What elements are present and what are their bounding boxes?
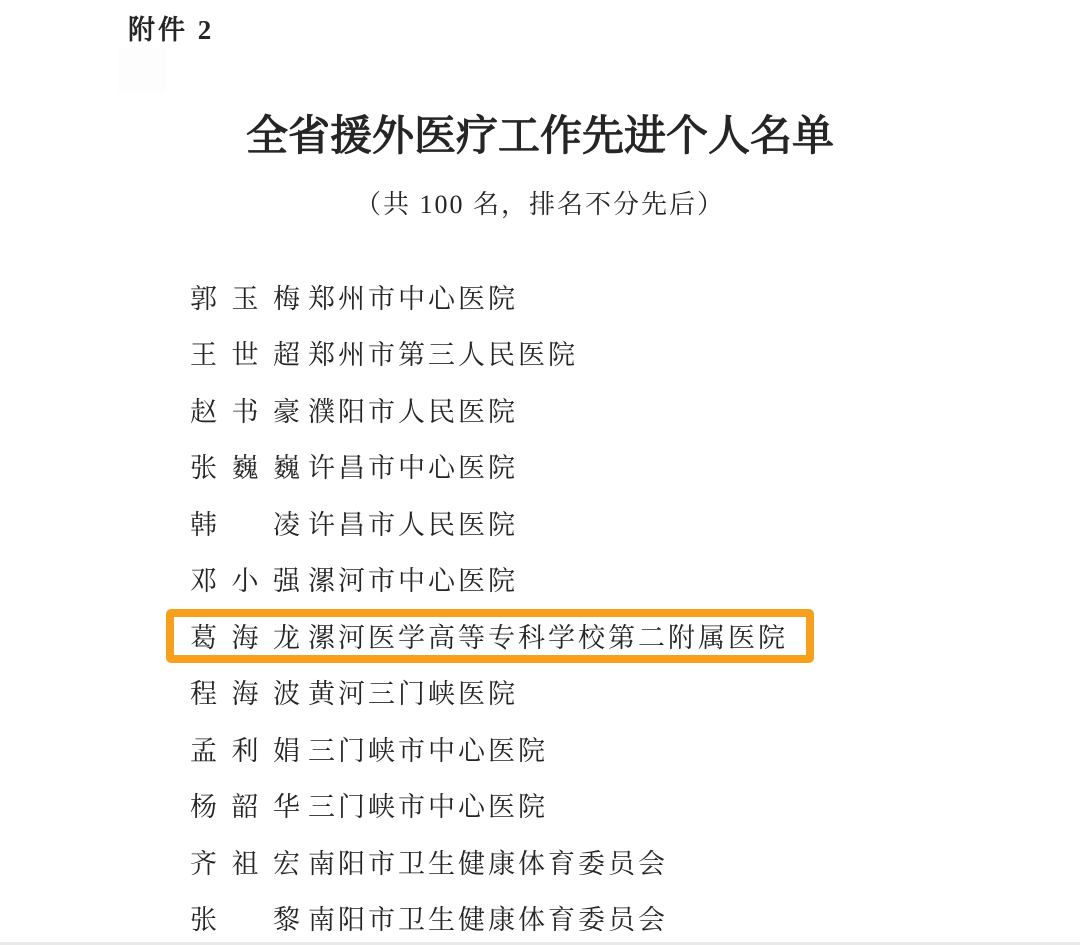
organization-name: 许昌市人民医院 [308, 509, 518, 540]
list-row [190, 381, 1050, 438]
organization-name: 漯河医学高等专科学校第二附属医院 [308, 622, 788, 653]
list-row [190, 833, 1050, 890]
list-row [190, 494, 1050, 551]
person-name: 齐祖宏 [190, 848, 300, 879]
person-name: 赵书豪 [190, 396, 300, 427]
organization-name: 南阳市卫生健康体育委员会 [308, 848, 668, 879]
list-row [190, 438, 1050, 495]
person-name: 孟利娟 [190, 735, 300, 766]
person-name: 张 黎 [190, 905, 300, 936]
list-row [190, 890, 1050, 945]
person-name: 邓小强 [190, 566, 300, 597]
organization-name: 郑州市中心医院 [308, 283, 518, 314]
attachment-label: 附件 2 [128, 15, 215, 45]
organization-name: 黄河三门峡医院 [308, 679, 518, 710]
person-name: 韩 凌 [190, 509, 300, 540]
person-name: 王世超 [190, 340, 300, 371]
organization-name: 漯河市中心医院 [308, 566, 518, 597]
organization-name: 濮阳市人民医院 [308, 396, 518, 427]
list-row [190, 268, 1050, 325]
organization-name: 郑州市第三人民医院 [308, 340, 578, 371]
organization-name: 三门峡市中心医院 [308, 735, 548, 766]
scan-artifact [118, 48, 166, 92]
organization-name: 南阳市卫生健康体育委员会 [308, 905, 668, 936]
list-row [190, 607, 1050, 664]
list-row [190, 777, 1050, 834]
person-name: 杨韶华 [190, 792, 300, 823]
person-name: 程海波 [190, 679, 300, 710]
list-row [190, 720, 1050, 777]
list-row [190, 664, 1050, 721]
person-name: 葛海龙 [190, 622, 300, 653]
list-row [190, 551, 1050, 608]
person-name: 张巍巍 [190, 453, 300, 484]
award-list [190, 268, 1050, 945]
organization-name: 三门峡市中心医院 [308, 792, 548, 823]
page-title: 全省援外医疗工作先进个人名单 [245, 114, 834, 160]
list-row [190, 325, 1050, 382]
person-name: 郭玉梅 [190, 283, 300, 314]
organization-name: 许昌市中心医院 [308, 453, 518, 484]
page-subtitle: （共 100 名，排名不分先后） [354, 190, 725, 219]
